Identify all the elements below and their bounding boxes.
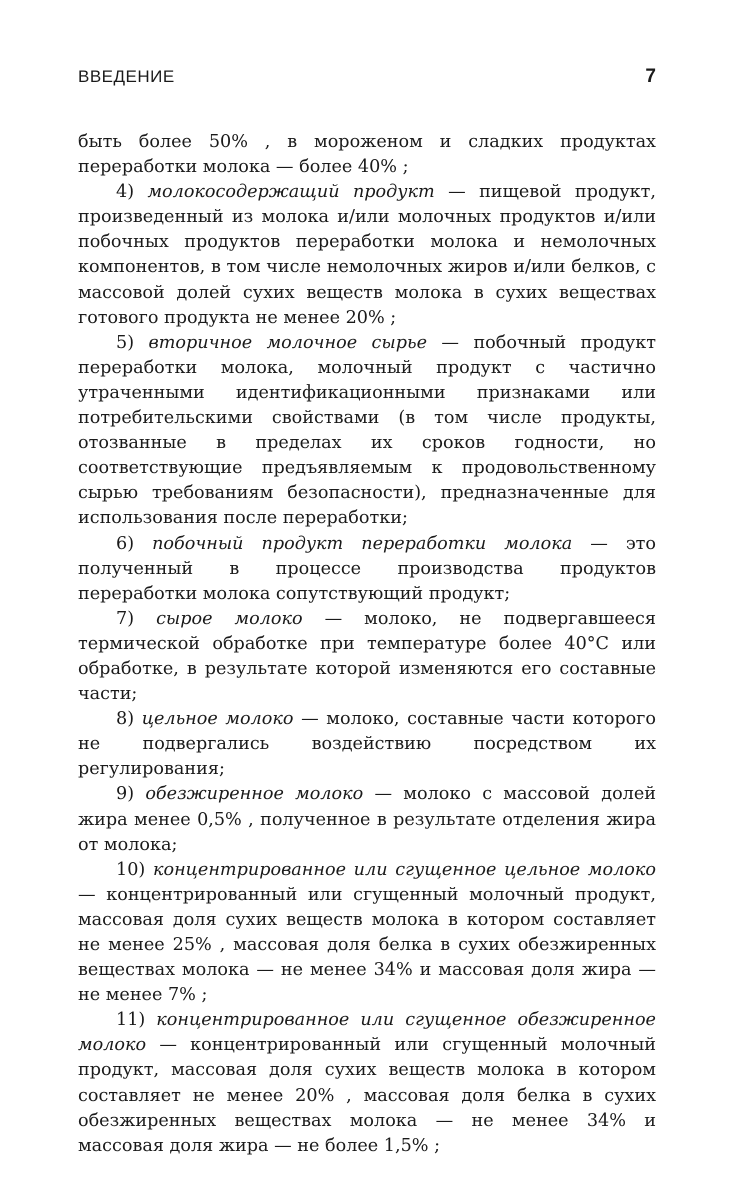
- page-number: 7: [645, 66, 656, 87]
- definition-text: — концентрированный или сгущенный молочный продукт, массовая доля сухих веществ молока в котором составляет не менее 25% , массовая доля белка в сухих обезжиренных веществах молока — не менее 34% и массовая доля жира — не менее 7% ;: [78, 884, 656, 1006]
- item-number: 10): [116, 859, 153, 880]
- item-number: 4): [116, 182, 148, 203]
- definition-item-10: [78, 858, 656, 1009]
- paragraph-text: быть более 50% , в мороженом и сладких продуктах переработки молока — более 40% ;: [78, 132, 656, 178]
- definition-text: — концентрированный или сгущенный молочный продукт, массовая доля сухих веществ молока в котором составляет не менее 20% , массовая доля белка в сухих обезжиренных веществах молока — не менее 34% и массовая доля жира — не более 1,5% ;: [78, 1035, 656, 1156]
- definition-text: — молоко, составные части которого не подвергались воздействию посредством их регулирования;: [78, 709, 656, 780]
- defined-term: молокосодержащий продукт: [147, 182, 435, 203]
- item-number: 11): [116, 1010, 157, 1031]
- defined-term: вторичное молочное сырье: [148, 332, 427, 353]
- definition-text: — молоко с массовой долей жира менее 0,5% , полученное в результате отделения жира от молока;: [78, 784, 656, 855]
- definition-item-11: [78, 1008, 656, 1159]
- definition-item-5: [78, 331, 656, 532]
- definition-text: — это полученный в процессе производства продуктов переработки молока сопутствующий продукт;: [78, 533, 656, 604]
- definition-item-6: [78, 532, 656, 607]
- definition-item-8: [78, 707, 656, 782]
- defined-term: концентрированное или сгущенное обезжиренное молоко: [78, 1010, 656, 1056]
- defined-term: обезжиренное молоко: [145, 784, 364, 805]
- defined-term: побочный продукт переработки молока: [152, 533, 573, 554]
- definition-text: — пищевой продукт, произведенный из молока и/или молочных продуктов и/или побочных продуктов переработки молока и немолочных компонентов, в том числе немолочных жиров и/или белков, с массовой долей сухих веществ молока в сухих веществах готового продукта не менее 20% ;: [78, 182, 656, 328]
- defined-term: сырое молоко: [156, 608, 303, 629]
- definition-item-9: [78, 782, 656, 857]
- body-text: [78, 130, 656, 1159]
- defined-term: концентрированное или сгущенное цельное молоко: [152, 859, 656, 880]
- item-number: 9): [116, 784, 146, 805]
- defined-term: цельное молоко: [141, 709, 294, 730]
- definition-item-7: [78, 607, 656, 707]
- running-header: [78, 66, 656, 88]
- definition-text: — побочный продукт переработки молока, молочный продукт с частично утраченными идентификационными признаками или потребительскими свойствами (в том числе продукты, отозванные в пределах их сроков годности, но соответствующие предъявляемым к продовольственному сырью требованиям безопасности), предназначенные для использования после переработки;: [78, 332, 656, 529]
- paragraph: [78, 130, 656, 180]
- section-title: ВВЕДЕНИЕ: [78, 67, 175, 86]
- item-number: 6): [116, 533, 153, 554]
- definition-item-4: [78, 180, 656, 331]
- item-number: 8): [116, 709, 142, 730]
- item-number: 5): [116, 332, 149, 353]
- item-number: 7): [116, 608, 157, 629]
- definition-text: — молоко, не подвергавшееся термической обработке при температуре более 40°С или обработке, в результате которой изменяются его составные части;: [78, 608, 657, 705]
